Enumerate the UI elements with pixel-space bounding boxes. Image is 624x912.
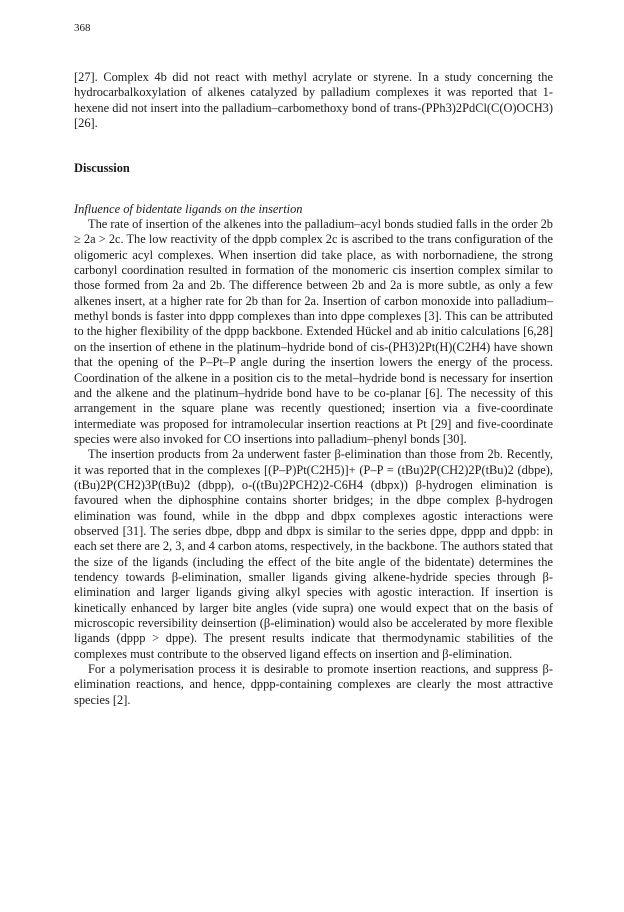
paragraph-1: The rate of insertion of the alkenes into the palladium–acyl bonds studied falls in the order 2b ≥ 2a > 2c. The low reactivity of the dppb complex 2c is ascribed to the trans configuration of the oligomeric acyl complexes. When insertion did take place, as with norbornadiene, the strong carbonyl coordination resulted in formation of the monomeric cis insertion complex similar to those formed from 2a and 2b. The difference between 2b and 2a is more subtle, as only a few alkenes insert, at a higher rate for 2b than for 2a. Insertion of carbon monoxide into palladium–methyl bonds is faster into dppp complexes than into dppe complexes [3]. This can be attributed to the higher flexibility of the dppp backbone. Extended Hückel and ab initio calculations [6,28] on the insertion of ethene in the platinum–hydride bond of cis-(PH3)2Pt(H)(C2H4) have shown that the opening of the P–Pt–P angle during the insertion lowers the energy of the process. Coordination of the alkene in a position cis to the metal–hydride bond is necessary for insertion and the alkene and the platinum–hydride bond have to be co-planar [6]. The necessity of this arrangement in the square plane was recently questioned; insertion via a five-coordinate intermediate was proposed for intramolecular insertion reactions at Pt [29] and five-coordinate species were also invoked for CO insertions into palladium–phenyl bonds [30]. (74, 217, 553, 446)
intro-paragraph: [27]. Complex 4b did not react with methyl acrylate or styrene. In a study concerning the hydrocarbalkoxylation of alkenes catalyzed by palladium complexes it was reported that 1-hexene did not insert into the palladium–carbomethoxy bond of trans-(PPh3)2PdCl(C(O)OCH3) [26]. (74, 70, 553, 131)
paragraph-2: The insertion products from 2a underwent faster β-elimination than those from 2b. Recently, it was reported that in the complexes [(P–P)Pt(C2H5)]+ (P–P = (tBu)2P(CH2)2P(tBu)2 (dbpe), (tBu)2P(CH2)3P(tBu)2 (dbpp), o-((tBu)2PCH2)2-C6H4 (dbpx)) β-hydrogen elimination is favoured when the diphosphine contains shorter bridges; in the dbpe complex β-hydrogen elimination was found, while in the dbpp and dbpx complexes agostic interactions were observed [31]. The series dbpe, dbpp and dbpx is similar to the series dppe, dppp and dppb: in each set there are 2, 3, and 4 carbon atoms, respectively, in the backbone. The authors stated that the size of the ligands (including the effect of the bite angle of the bidentate) determines the tendency towards β-elimination, smaller ligands giving alkene-hydride species through β-elimination and larger ligands giving alkyl species with agostic interaction. If insertion is kinetically enhanced by larger bite angles (vide supra) one would expect that on the basis of microscopic reversibility deinsertion (β-elimination) would also be accelerated by more flexible ligands (dppp > dppe). The present results indicate that thermodynamic stabilities of the complexes must contribute to the observed ligand effects on insertion and β-elimination. (74, 447, 553, 661)
page-number: 368 (74, 22, 91, 34)
page-body (74, 70, 553, 708)
subheading: Influence of bidentate ligands on the insertion (74, 201, 303, 216)
paragraph-3: For a polymerisation process it is desirable to promote insertion reactions, and suppress β-elimination reactions, and hence, dppp-containing complexes are clearly the most attractive species [2]. (74, 662, 553, 707)
section-heading: Discussion (74, 161, 130, 176)
